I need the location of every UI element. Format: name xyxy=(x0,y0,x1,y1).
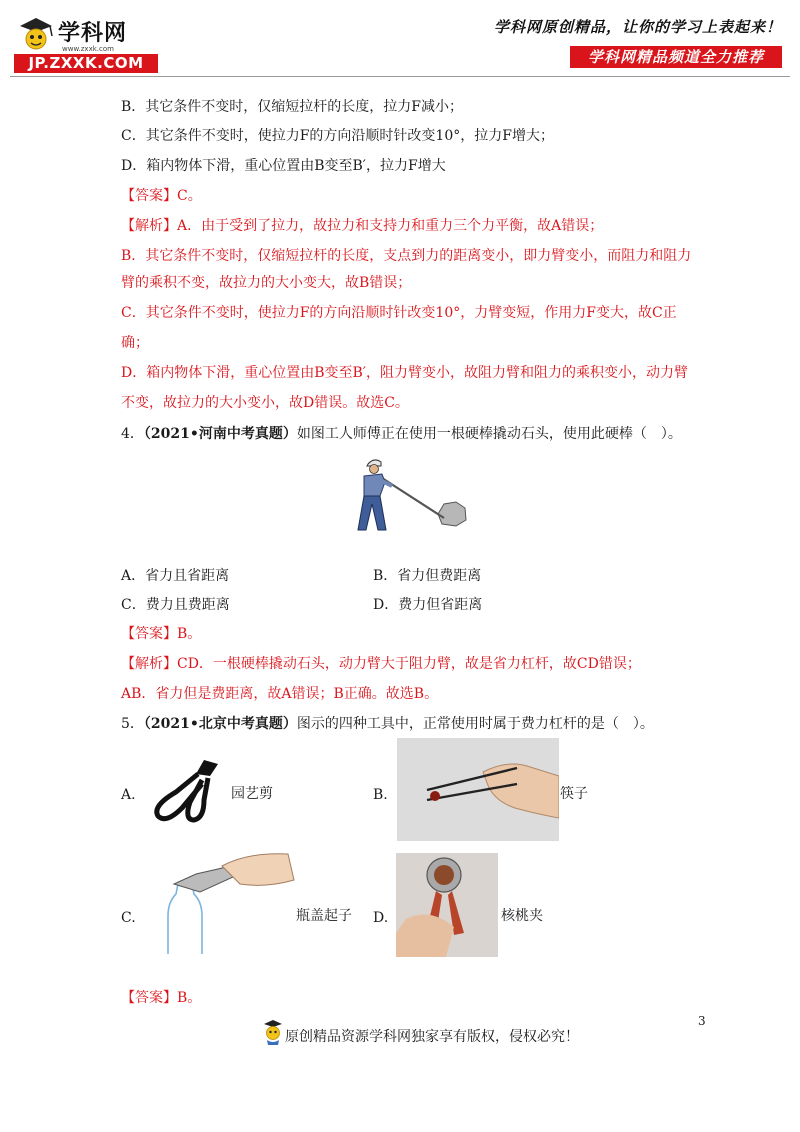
chopsticks-image xyxy=(397,738,559,841)
bottle-opener-image xyxy=(148,850,296,956)
q3-answer: 【答案】C。 xyxy=(121,188,202,204)
q3-analysis-line-3: 臂的乘积不变，故拉力的大小变大，故B错误； xyxy=(121,275,412,291)
page-number: 3 xyxy=(698,1014,706,1028)
q3-analysis-line-6: D．箱内物体下滑，重心位置由B变至B′，阻力臂变小，故阻力臂和阻力的乘积变小，动力臂 xyxy=(121,365,688,381)
q4-source: （2021•河南中考真题） xyxy=(143,426,297,442)
worker-prying-rock-image xyxy=(352,456,470,534)
logo-name: 学科网 xyxy=(58,21,128,46)
q5-option-d-label: 核桃夹 xyxy=(501,908,543,924)
q4-analysis-line-1: 【解析】CD．一根硬棒撬动石头，动力臂大于阻力臂，故是省力杠杆，故CD错误； xyxy=(121,656,641,672)
header-slogan: 学科网原创精品，让你的学习上表起来！ xyxy=(493,18,782,36)
footer-mascot-icon xyxy=(262,1018,284,1046)
q5-stem xyxy=(121,714,654,734)
q3-analysis-line-5: 确； xyxy=(121,335,149,351)
q4-stem xyxy=(121,424,682,444)
q5-number: 5． xyxy=(121,716,144,732)
q5-source: （2021•北京中考真题） xyxy=(143,716,297,732)
logo-url[interactable]: JP.ZXXK.COM xyxy=(14,54,158,73)
q3-analysis-line-7: 不变，故拉力的大小变小，故D错误。故选C。 xyxy=(121,395,409,411)
q4-option-c: C．费力且费距离 xyxy=(121,597,230,613)
q4-option-a: A．省力且省距离 xyxy=(121,568,230,584)
q5-text: 图示的四种工具中，正常使用时属于费力杠杆的是（ ）。 xyxy=(296,716,654,732)
q4-option-d: D．费力但省距离 xyxy=(373,597,483,613)
q4-text: 如图工人师傅正在使用一根硬棒撬动石头，使用此硬棒（ ）。 xyxy=(296,426,682,442)
header-divider xyxy=(10,76,790,77)
q4-option-b: B．省力但费距离 xyxy=(373,568,482,584)
q3-analysis-line-4: C．其它条件不变时，使拉力F的方向沿顺时针改变10°，力臂变短，作用力F变大，故C正 xyxy=(121,305,677,321)
channel-banner: 学科网精品频道全力推荐 xyxy=(570,46,782,68)
q3-option-d: D．箱内物体下滑，重心位置由B变至B′，拉力F增大 xyxy=(121,158,446,174)
q3-option-c: C．其它条件不变时，使拉力F的方向沿顺时针改变10°，拉力F增大； xyxy=(121,128,554,144)
q4-number: 4． xyxy=(121,426,144,442)
footer-copyright: 原创精品资源学科网独家享有版权，侵权必究！ xyxy=(285,1029,579,1045)
q5-option-a-letter: A. xyxy=(121,787,136,803)
q5-option-b-label: 筷子 xyxy=(560,786,588,802)
nutcracker-image xyxy=(396,853,498,957)
q3-analysis-line-1: 【解析】A．由于受到了拉力，故拉力和支持力和重力三个力平衡，故A错误； xyxy=(121,218,604,234)
mascot-icon xyxy=(14,14,58,54)
q3-option-b: B．其它条件不变时，仅缩短拉杆的长度，拉力F减小； xyxy=(121,99,464,115)
q4-analysis-line-2: AB．省力但是费距离，故A错误；B正确。故选B。 xyxy=(121,686,439,702)
q3-analysis-line-2: B．其它条件不变时，仅缩短拉杆的长度，支点到力的距离变小，即力臂变小，而阻力和阻力 xyxy=(121,248,692,264)
site-logo xyxy=(14,14,160,74)
q5-option-d-letter: D. xyxy=(373,910,389,926)
q5-option-a-label: 园艺剪 xyxy=(231,786,273,802)
q5-answer: 【答案】B。 xyxy=(121,990,202,1006)
q5-option-c-label: 瓶盖起子 xyxy=(296,908,352,924)
q5-option-c-letter: C. xyxy=(121,910,136,926)
logo-small-url: www.zxxk.com xyxy=(62,45,114,53)
garden-shears-image xyxy=(144,754,224,826)
q4-answer: 【答案】B。 xyxy=(121,626,202,642)
q5-option-b-letter: B. xyxy=(373,787,388,803)
